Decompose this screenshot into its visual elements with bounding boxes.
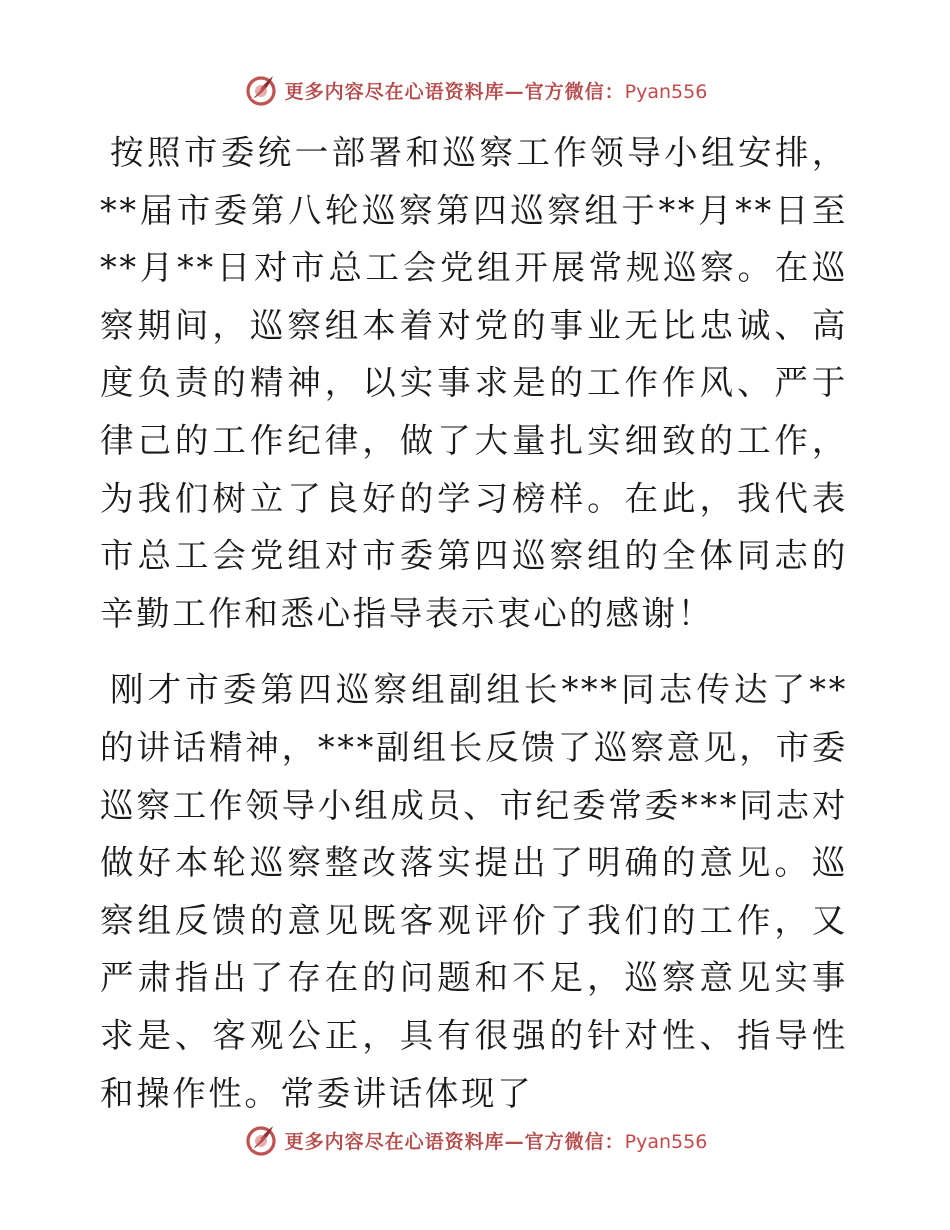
footer-banner <box>0 1120 950 1160</box>
banner-text: 更多内容尽在心语资料库—官方微信：Pyan556 <box>284 80 708 103</box>
banner-text: 更多内容尽在心语资料库—官方微信：Pyan556 <box>284 1130 708 1153</box>
paragraph: 刚才市委第四巡察组副组长***同志传达了**的讲话精神，***副组长反馈了巡察意见，市委巡察工作领导小组成员、市纪委常委***同志对做好本轮巡察整改落实提出了明确的意见。巡察组反馈的意见既客观评价了我们的工作，又严肃指出了存在的问题和不足，巡察意见实事求是、客观公正，具有很强的针对性、指导性和操作性。常委讲话体现了 <box>100 670 848 1113</box>
wechat-id: Pyan556 <box>624 80 708 103</box>
paragraph: 按照市委统一部署和巡察工作领导小组安排，**届市委第八轮巡察第四巡察组于**月**日至**月**日对市总工会党组开展常规巡察。在巡察期间，巡察组本着对党的事业无比忠诚、高度负责的精神，以实事求是的工作作风、严于律己的工作纪律，做了大量扎实细致的工作，为我们树立了良好的学习榜样。在此，我代表市总工会党组对市委第四巡察组的全体同志的辛勤工作和悉心指导表示衷心的感谢！ <box>100 133 848 633</box>
header-banner <box>0 70 950 110</box>
quill-logo-icon <box>243 1122 279 1158</box>
quill-logo-icon <box>243 72 279 108</box>
wechat-id: Pyan556 <box>624 1130 708 1153</box>
document-body <box>100 124 848 1122</box>
